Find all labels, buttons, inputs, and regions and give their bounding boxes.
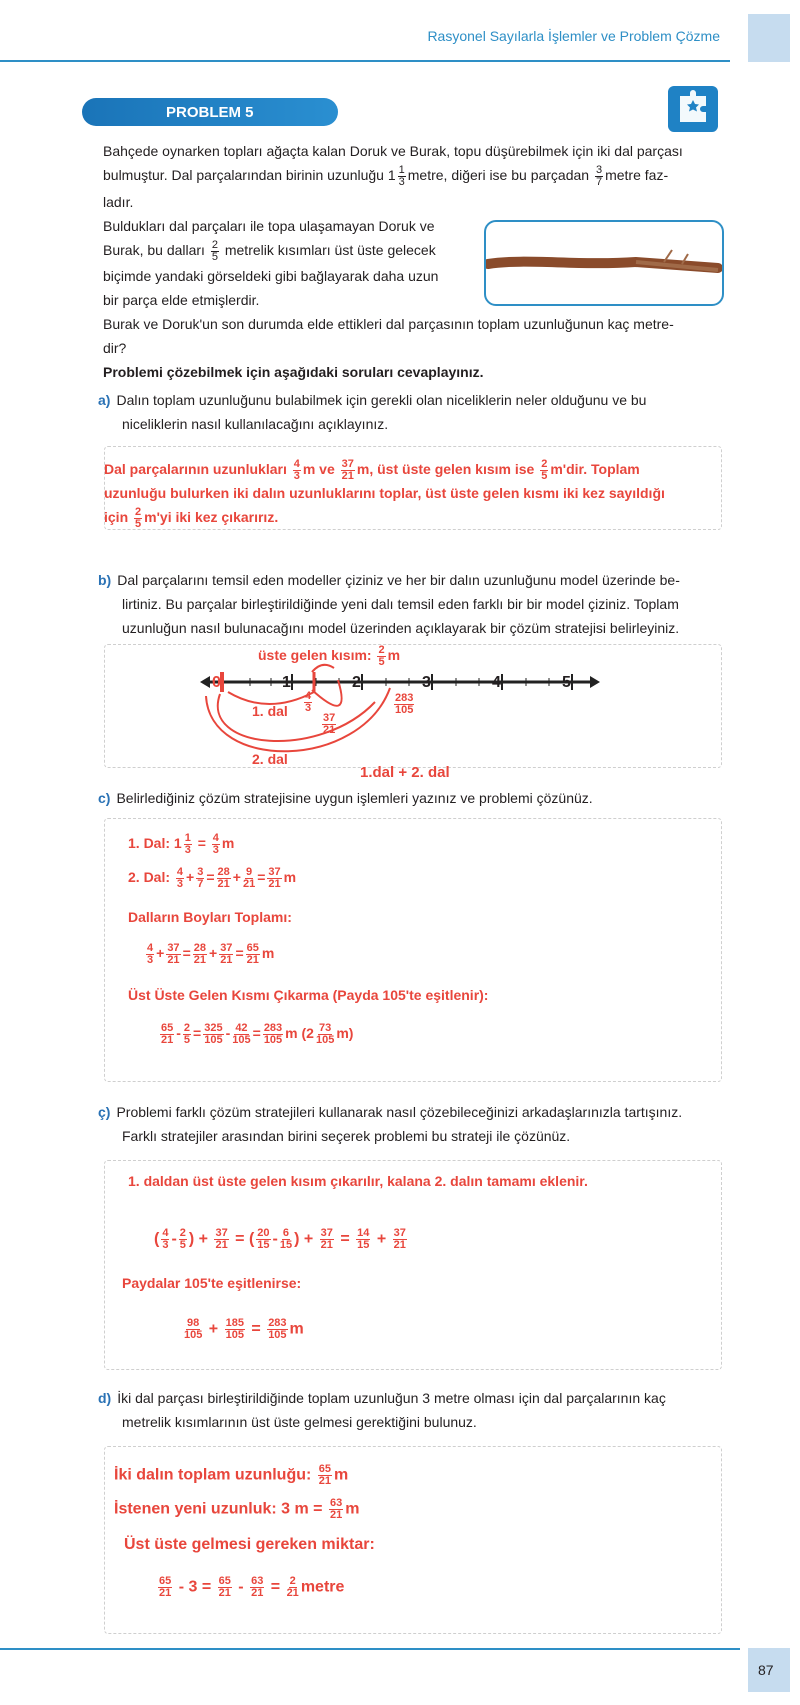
answer-a-line: için $\frac{2}{5}$ m'yi iki kez çıkarırız. bbox=[104, 505, 279, 530]
sum-label: 1.dal + 2. dal bbox=[360, 764, 450, 781]
fraction: $\frac{283}{105}$ bbox=[395, 691, 414, 716]
tick-label: 4 bbox=[492, 674, 501, 691]
question-b-line: uzunluğun nasıl bulunacağını model üzerinden açıklayarak bir çözüm stratejisi belirleyiniz. bbox=[122, 620, 680, 636]
answer-d-line: İstenen yeni uzunluk: 3 m = $\frac{63}{21}$ m bbox=[114, 1497, 360, 1521]
question-cc-line: Farklı stratejiler arasından birini seçerek problemi bu strateji ile çözünüz. bbox=[122, 1128, 571, 1144]
answer-a-line: uzunluğu bulurken iki dalın uzunluklarını toplar, üst üste gelen kısmı iki kez sayıldığı bbox=[104, 485, 665, 501]
fraction: $\frac{4}{3}$ bbox=[305, 689, 312, 714]
tick-label: 5 bbox=[562, 674, 571, 691]
dal1-label: 1. dal bbox=[252, 703, 288, 719]
dal2-label: 2. dal bbox=[252, 751, 288, 767]
puzzle-icon bbox=[668, 86, 718, 132]
tick-label: 2 bbox=[352, 674, 361, 691]
question-d: d) İki dal parçası birleştirildiğinde toplam uzunluğun 3 metre olması için dal parçalarının kaç bbox=[98, 1390, 666, 1406]
answer-c-line: $\frac{4}{3}$ + $\frac{37}{21}$ = $\frac{28}{21}$ + $\frac{37}{21}$ = $\frac{65}{21}$ m bbox=[147, 941, 275, 966]
fraction: $\frac{2}{5}$ bbox=[211, 238, 218, 263]
answer-c-line: 2. Dal: $\frac{4}{3}$ + $\frac{3}{7}$ = $\frac{28}{21}$ + $\frac{9}{21}$ = $\frac{37}{21}$ m bbox=[128, 865, 297, 890]
answer-c-line: $\frac{65}{21}$ - $\frac{2}{5}$ = $\frac{325}{105}$ - $\frac{42}{105}$ = $\frac{283}{105}$ m (2 $\frac{73}{105}$ m) bbox=[161, 1021, 354, 1046]
fraction: $\frac{3}{7}$ bbox=[595, 163, 603, 188]
tick-label: 0 bbox=[212, 674, 221, 691]
tick-label: 3 bbox=[422, 674, 431, 691]
question-d-line: metrelik kısımlarının üst üste gelmesi gerektiğini bulunuz. bbox=[122, 1414, 477, 1430]
footer-rule bbox=[0, 1648, 740, 1650]
page-number: 87 bbox=[758, 1662, 774, 1678]
answer-c-heading: Üst Üste Gelen Kısmı Çıkarma (Payda 105'te eşitlenir): bbox=[128, 987, 489, 1003]
answer-cc-line: $\frac{98}{105}$ + $\frac{185}{105}$ = $\frac{283}{105}$ m bbox=[184, 1317, 304, 1341]
intro-line: ladır. bbox=[103, 194, 134, 210]
answer-a-line: Dal parçalarının uzunlukları $\frac{4}{3}$ m ve $\frac{37}{21}$ m, üst üste gelen kısım ise $\frac{2}{5}$ m'dir. Toplam bbox=[104, 457, 640, 482]
question-a-line: niceliklerin nasıl kullanılacağını açıklayınız. bbox=[122, 416, 389, 432]
running-header: Rasyonel Sayılarla İşlemler ve Problem Çözme bbox=[427, 28, 720, 44]
problem-label: PROBLEM 5 bbox=[166, 104, 254, 121]
fraction: $\frac{37}{21}$ bbox=[323, 711, 336, 736]
answer-d-line: $\frac{65}{21}$ - 3 = $\frac{65}{21}$ - $\frac{63}{21}$ = $\frac{2}{21}$ metre bbox=[159, 1575, 345, 1599]
question-cc: ç) Problemi farklı çözüm stratejileri kullanarak nasıl çözebileceğinizi arkadaşlarınızla tartışınız. bbox=[98, 1104, 683, 1120]
instruction: Problemi çözebilmek için aşağıdaki soruları cevaplayınız. bbox=[103, 364, 484, 380]
question-c: c) Belirlediğiniz çözüm stratejisine uygun işlemleri yazınız ve problemi çözünüz. bbox=[98, 790, 593, 806]
branch-image bbox=[484, 220, 724, 306]
intro-line: Buldukları dal parçaları ile topa ulaşamayan Doruk ve bbox=[103, 218, 435, 234]
question-a: a) Dalın toplam uzunluğunu bulabilmek için gerekli olan niceliklerin neler olduğunu ve bu bbox=[98, 392, 647, 408]
answer-d-heading: Üst üste gelmesi gereken miktar: bbox=[124, 1536, 375, 1553]
answer-cc-line: ( $\frac{4}{3}$ - $\frac{2}{5}$ ) + $\frac{37}{21}$ = ( $\frac{20}{15}$ - $\frac{6}{15}$ ) + $\frac{37}{21}$ = $\frac{14}{15}$ + $\frac{37}{21}$ bbox=[154, 1227, 406, 1251]
question-line: dir? bbox=[103, 340, 127, 356]
fraction: $\frac{1}{3}$ bbox=[398, 163, 405, 188]
header-rule bbox=[0, 60, 730, 62]
answer-c-heading: Dalların Boyları Toplamı: bbox=[128, 909, 292, 925]
problem-banner bbox=[82, 98, 338, 126]
answer-cc-line: 1. daldan üst üste gelen kısım çıkarılır, kalana 2. dalın tamamı eklenir. bbox=[128, 1173, 588, 1189]
intro-line: biçimde yandaki görseldeki gibi bağlayarak daha uzun bbox=[103, 268, 439, 284]
answer-cc-heading: Paydalar 105'te eşitlenirse: bbox=[122, 1275, 302, 1291]
intro-line: Bahçede oynarken topları ağaçta kalan Doruk ve Burak, topu düşürebilmek için iki dal parçası bbox=[103, 143, 683, 159]
intro-line: bulmuştur. Dal parçalarından birinin uzunluğu 1 $\frac{1}{3}$ metre, diğeri ise bu parçadan $\frac{3}{7}$ metre faz- bbox=[103, 163, 669, 188]
page-number-box bbox=[748, 1648, 790, 1692]
question-b-line: lirtiniz. Bu parçalar birleştirildiğinde yeni dalı temsil eden farklı bir bir model çiziniz. Toplam bbox=[122, 596, 679, 612]
answer-c-line: 1. Dal: 1 $\frac{1}{3}$ = $\frac{4}{3}$ m bbox=[128, 831, 235, 856]
question-line: Burak ve Doruk'un son durumda elde ettikleri dal parçasının toplam uzunluğunun kaç metre- bbox=[103, 316, 674, 332]
intro-line: Burak, bu dalları $\frac{2}{5}$ metrelik kısımları üst üste gelecek bbox=[103, 238, 436, 263]
overlap-label: üste gelen kısım: $\frac{2}{5}$ m bbox=[258, 643, 401, 668]
question-b: b) Dal parçalarını temsil eden modeller çiziniz ve her bir dalın uzunluğunu model üzerinde be- bbox=[98, 572, 680, 588]
answer-d-line: İki dalın toplam uzunluğu: $\frac{65}{21}$ m bbox=[114, 1463, 349, 1487]
intro-line: bir parça elde etmişlerdir. bbox=[103, 292, 260, 308]
corner-tab bbox=[748, 14, 790, 62]
tick-label: 1 bbox=[282, 674, 291, 691]
